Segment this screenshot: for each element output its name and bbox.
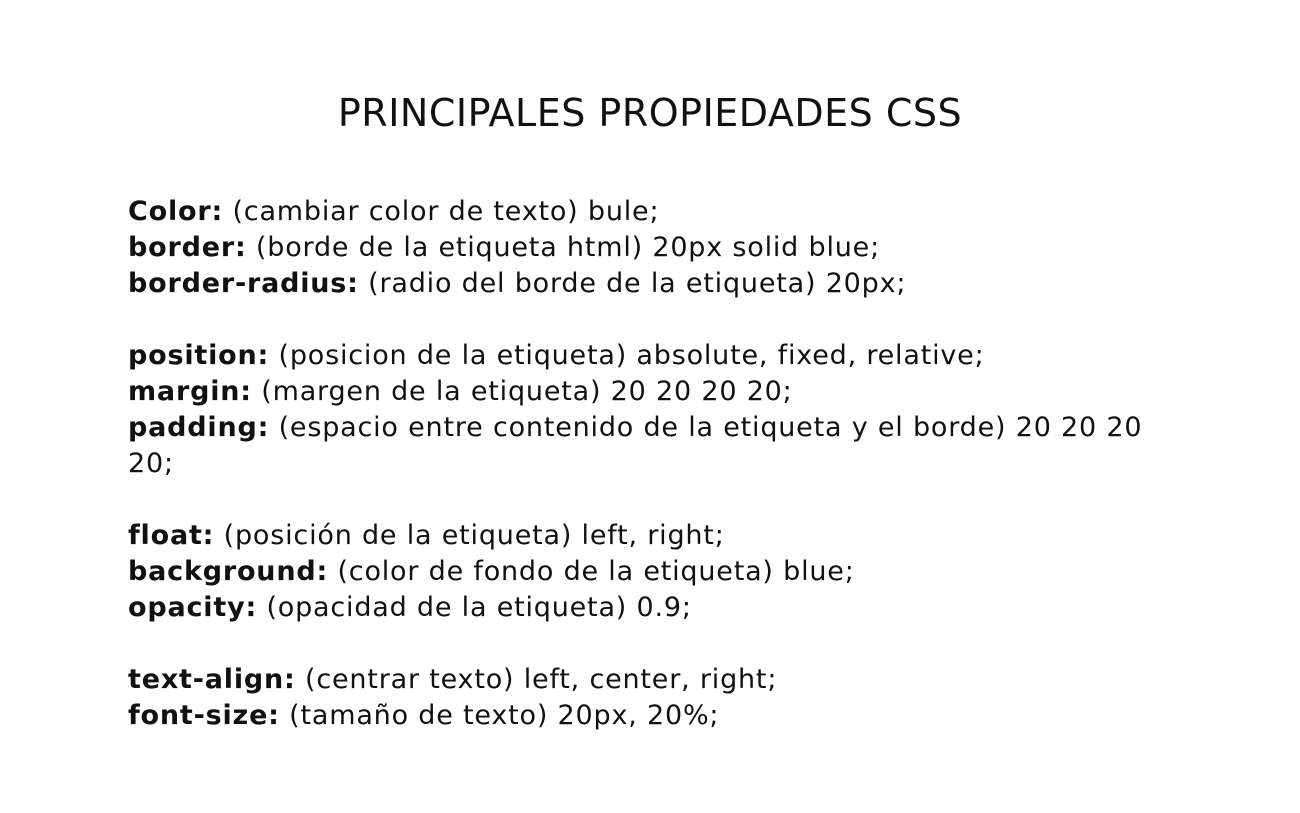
- property-description: (cambiar color de texto) bule;: [223, 196, 660, 227]
- property-line-font-size: [128, 698, 1178, 734]
- property-line-text-align: [128, 662, 1178, 698]
- property-name: opacity:: [128, 592, 258, 623]
- property-description: (espacio entre contenido de la etiqueta y el borde) 20 20 20 20;: [128, 412, 1143, 479]
- property-line-margin: [128, 374, 1178, 410]
- property-name: background:: [128, 556, 329, 587]
- property-line-border-radius: [128, 266, 1178, 302]
- property-name: position:: [128, 340, 270, 371]
- property-description: (centrar texto) left, center, right;: [295, 664, 778, 695]
- property-description: (tamaño de texto) 20px, 20%;: [279, 700, 720, 731]
- property-name: padding:: [128, 412, 270, 443]
- property-line-float: [128, 518, 1178, 554]
- group-spacer: [128, 626, 1178, 662]
- group-spacer: [128, 482, 1178, 518]
- property-list: [128, 194, 1178, 734]
- property-line-color: [128, 194, 1178, 230]
- property-line-position: [128, 338, 1178, 374]
- slide-title: PRINCIPALES PROPIEDADES CSS: [337, 91, 963, 135]
- property-name: font-size:: [128, 700, 280, 731]
- property-description: (opacidad de la etiqueta) 0.9;: [257, 592, 692, 623]
- property-name: border:: [128, 232, 247, 263]
- property-line-border: [128, 230, 1178, 266]
- property-name: text-align:: [128, 664, 296, 695]
- group-spacer: [128, 302, 1178, 338]
- property-name: border-radius:: [128, 268, 359, 299]
- property-description: (borde de la etiqueta html) 20px solid blue;: [246, 232, 880, 263]
- property-description: (posición de la etiqueta) left, right;: [214, 520, 725, 551]
- property-description: (color de fondo de la etiqueta) blue;: [328, 556, 855, 587]
- property-description: (radio del borde de la etiqueta) 20px;: [358, 268, 907, 299]
- property-name: Color:: [128, 196, 224, 227]
- property-name: margin:: [128, 376, 252, 407]
- property-description: (margen de la etiqueta) 20 20 20 20;: [251, 376, 793, 407]
- property-line-opacity: [128, 590, 1178, 626]
- property-description: (posicion de la etiqueta) absolute, fixed, relative;: [269, 340, 985, 371]
- property-name: float:: [128, 520, 215, 551]
- property-line-background: [128, 554, 1178, 590]
- property-line-padding: [128, 410, 1178, 482]
